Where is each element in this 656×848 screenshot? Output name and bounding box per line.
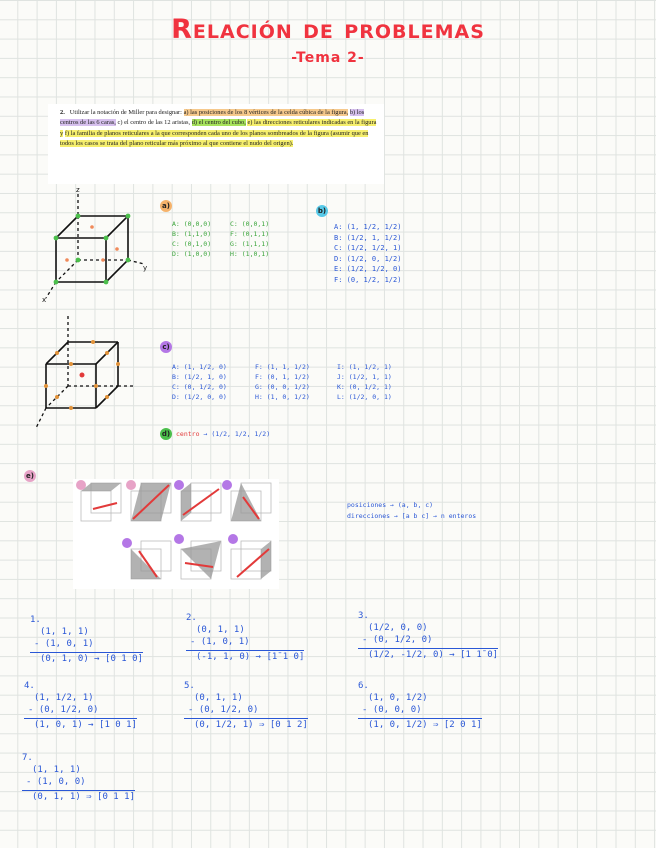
calc-5: 5. (0, 1, 1) - (0, 1/2, 0) (0, 1/2, 1) ⇒ [0 1 2] — [184, 681, 308, 730]
part-c-col2: F: (1, 1, 1/2) F: (0, 1, 1/2) G: (0, 0, 1/2) H: (1, 0, 1/2) — [255, 363, 310, 401]
problem-number: 2. — [60, 109, 65, 116]
part-a-col2: C: (0,0,1) F: (0,1,1) G: (1,1,1) H: (1,0,1) — [230, 220, 270, 258]
part-c-col3: I: (1, 1/2, 1) J: (1/2, 1, 1) K: (0, 1/2, 1) L: (1/2, 0, 1) — [337, 363, 392, 401]
part-c-col1: A: (1, 1/2, 0) B: (1/2, 1, 0) C: (0, 1/2, 0) D: (1/2, 0, 0) — [172, 363, 227, 401]
calc-2: 2. (0, 1, 1) - (1, 0, 1) (-1, 1, 0) → [1̄ 1 0] — [186, 613, 305, 662]
calc-3: 3. (1/2, 0, 0) - (0, 1/2, 0) (1/2, -1/2, 0) → [1 1̄ 0] — [358, 611, 499, 660]
calc-7: 7. (1, 1, 1) - (1, 0, 0) (0, 1, 1) ⇒ [0 1 1] — [22, 753, 135, 802]
problem-part-d: d) el centro del cubo, — [191, 119, 246, 127]
part-d-centro: centro — [176, 430, 200, 438]
part-d-value: (1/2, 1/2, 1/2) — [211, 430, 271, 438]
label-d-badge: d) — [161, 430, 171, 438]
problem-part-a: a) las posiciones de los 8 vértices de la celda cúbica de la figura, — [183, 109, 349, 116]
calc-4: 4. (1, 1/2, 1) - (0, 1/2, 0) (1, 0, 1) → [1 0 1] — [24, 681, 137, 730]
label-c-badge: c) — [160, 341, 172, 353]
problem-part-b: b) los centros de las 6 caras, — [60, 109, 365, 127]
label-b-badge: b) — [317, 207, 327, 215]
cube-vertices-diagram — [40, 186, 150, 304]
svg-text:y: y — [143, 264, 148, 272]
calc-6: 6. (1, 0, 1/2) - (0, 0, 0) (1, 0, 1/2) ⇒ [2 0 1] — [358, 681, 482, 730]
page-subtitle: -Tema 2- — [291, 50, 365, 66]
note-posiciones: posiciones → (a, b, c) — [347, 501, 434, 509]
part-d-row — [160, 428, 270, 440]
problem-part-f: f) la familia de planos reticulares a la que corresponden cada uno de los planos sombreados de la figura (asumir que en todos los casos se trata del plano reticular más próximo al que contiene el nudo del origen). — [60, 129, 369, 148]
svg-text:x: x — [42, 296, 47, 304]
svg-text:z: z — [76, 186, 80, 194]
directions-figure — [73, 479, 279, 589]
problem-intro: Utilizar la notación de Miller para designar: — [69, 109, 182, 116]
directions-svg — [73, 479, 279, 589]
problem-part-e: e) las direcciones reticulares indicadas en la figura y — [60, 119, 377, 137]
cube-edges-diagram — [30, 312, 140, 432]
part-a-col1: A: (0,0,0) B: (1,1,0) C: (0,1,0) D: (1,0,0) — [172, 220, 212, 258]
problem-statement — [48, 104, 384, 184]
label-a-badge: a) — [160, 200, 172, 212]
page-title: Relación de problemas — [171, 14, 485, 45]
part-b-list: A: (1, 1/2, 1/2) B: (1/2, 1, 1/2) C: (1/2, 1/2, 1) D: (1/2, 0, 1/2) E: (1/2, 1/2, 0) F: (0, 1/2, 1/2) — [334, 223, 402, 284]
calc-1: 1. (1, 1, 1) - (1, 0, 1) (0, 1, 0) → [0 1 0] — [30, 615, 143, 664]
label-e-badge: e) — [24, 470, 36, 482]
problem-part-c: c) el centro de las 12 aristas, — [117, 119, 191, 127]
part-d-arrow: → — [203, 430, 208, 438]
note-direcciones: direcciones → [a b c] → n enteros — [347, 512, 477, 520]
